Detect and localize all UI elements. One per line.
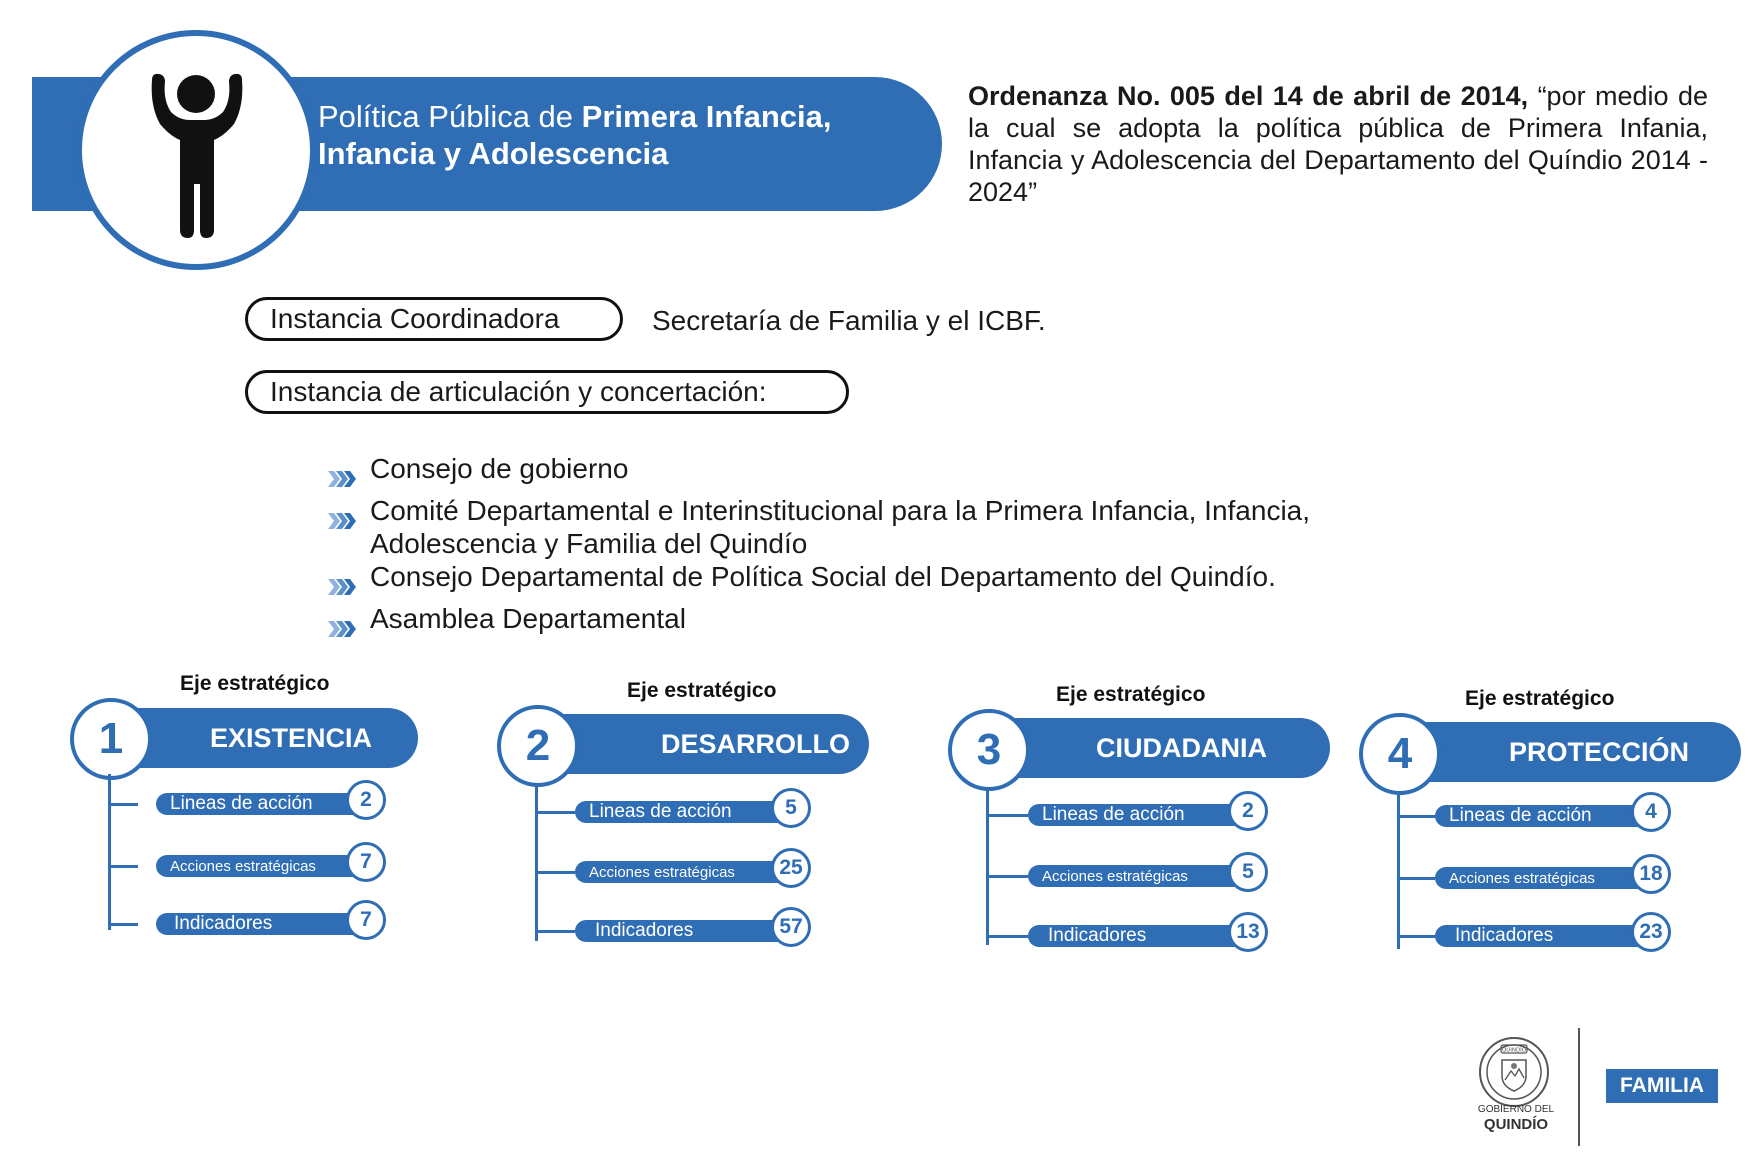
eje-label: Eje estratégico: [1465, 687, 1615, 710]
connector-line: [535, 871, 575, 874]
child-icon: [82, 36, 310, 264]
row-label: Indicadores: [1028, 925, 1248, 947]
connector-line: [1397, 935, 1435, 938]
row-label: Acciones estratégicas: [575, 861, 785, 883]
chevron-right-icon: [328, 602, 370, 644]
connector-line: [986, 814, 1028, 817]
list-item: [328, 452, 1478, 494]
connector-line: [108, 865, 138, 868]
title-regular: Política Pública de: [318, 99, 582, 134]
eje-number: 4: [1359, 713, 1441, 795]
list-item-text: Comité Departamental e Interinstitucional para la Primera Infancia, Infancia, Adolescencia y Familia del Quindío: [370, 495, 1311, 559]
chevron-right-icon: [328, 452, 370, 494]
eje-label: Eje estratégico: [1056, 683, 1206, 706]
chevron-right-icon: [328, 494, 370, 536]
instancia-coordinadora-label: Instancia Coordinadora: [245, 297, 623, 341]
row-value: 23: [1631, 912, 1671, 952]
eje-number: 2: [497, 705, 579, 787]
footer-divider: [1578, 1028, 1580, 1146]
connector-line: [535, 783, 538, 941]
eje-label: Eje estratégico: [180, 672, 330, 695]
row-label: Lineas de acción: [156, 793, 360, 815]
row-value: 25: [771, 848, 811, 888]
gobierno-label: GOBIERNO DEL: [1477, 1104, 1555, 1115]
row-value: 2: [1228, 791, 1268, 831]
row-label: Lineas de acción: [1028, 804, 1242, 826]
title-bold-line1: Primera Infancia,: [581, 99, 832, 134]
connector-line: [108, 774, 111, 930]
row-value: 5: [771, 788, 811, 828]
row-value: 4: [1631, 792, 1671, 832]
list-item-text: Asamblea Departamental: [370, 603, 686, 634]
row-label: Indicadores: [1435, 925, 1651, 947]
ordenanza-bold: Ordenanza No. 005 del 14 de abril de 2014,: [968, 81, 1529, 111]
row-label: Indicadores: [156, 913, 364, 935]
row-label: Acciones estratégicas: [156, 855, 360, 877]
row-value: 7: [346, 842, 386, 882]
familia-badge: FAMILIA: [1606, 1069, 1718, 1103]
row-value: 57: [771, 907, 811, 947]
eje-number: 3: [948, 709, 1030, 791]
instancia-articulacion-label: Instancia de articulación y concertación:: [245, 370, 849, 414]
eje-name: PROTECCIÓN: [1399, 722, 1741, 782]
connector-line: [1397, 877, 1435, 880]
list-item: [328, 602, 1478, 644]
svg-text:QUINDÍO: QUINDÍO: [1501, 1047, 1527, 1054]
connector-line: [986, 787, 989, 945]
instancia-coordinadora-value: Secretaría de Familia y el ICBF.: [652, 305, 1046, 336]
connector-line: [986, 875, 1028, 878]
quindio-label: QUINDÍO: [1483, 1116, 1549, 1133]
connector-line: [1397, 815, 1435, 818]
chevron-right-icon: [328, 560, 370, 602]
row-label: Lineas de acción: [575, 801, 785, 823]
row-value: 2: [346, 780, 386, 820]
quindio-seal-icon: [1478, 1036, 1550, 1108]
row-value: 18: [1631, 854, 1671, 894]
list-item-text: Consejo de gobierno: [370, 453, 629, 484]
list-item: [328, 494, 1478, 560]
list-item-text: Consejo Departamental de Política Social del Departamento del Quindío.: [370, 561, 1276, 592]
title-bold-line2: Infancia y Adolescencia: [318, 136, 669, 171]
eje-name: EXISTENCIA: [110, 708, 418, 768]
row-label: Lineas de acción: [1435, 805, 1645, 827]
articulacion-list: [328, 452, 1478, 644]
row-label: Acciones estratégicas: [1435, 867, 1645, 889]
eje-name: DESARROLLO: [537, 714, 869, 774]
connector-line: [108, 803, 138, 806]
eje-number: 1: [70, 698, 152, 780]
list-item: [328, 560, 1478, 602]
eje-label: Eje estratégico: [627, 679, 777, 702]
page-title: [318, 98, 918, 172]
row-value: 13: [1228, 912, 1268, 952]
connector-line: [535, 811, 575, 814]
row-value: 5: [1228, 852, 1268, 892]
row-label: Acciones estratégicas: [1028, 865, 1242, 887]
connector-line: [986, 935, 1028, 938]
eje-name: CIUDADANIA: [988, 718, 1330, 778]
ordenanza-body: “por medio de la cual se adopta la política pública de Primera Infania, Infancia y Adolescencia del Departamento del Quíndio 2014 - 2024”: [968, 81, 1709, 207]
row-label: Indicadores: [575, 920, 791, 942]
child-icon-circle: [76, 30, 316, 270]
connector-line: [108, 923, 138, 926]
connector-line: [535, 930, 575, 933]
row-value: 7: [346, 900, 386, 940]
ordenanza-text: [968, 80, 1708, 208]
